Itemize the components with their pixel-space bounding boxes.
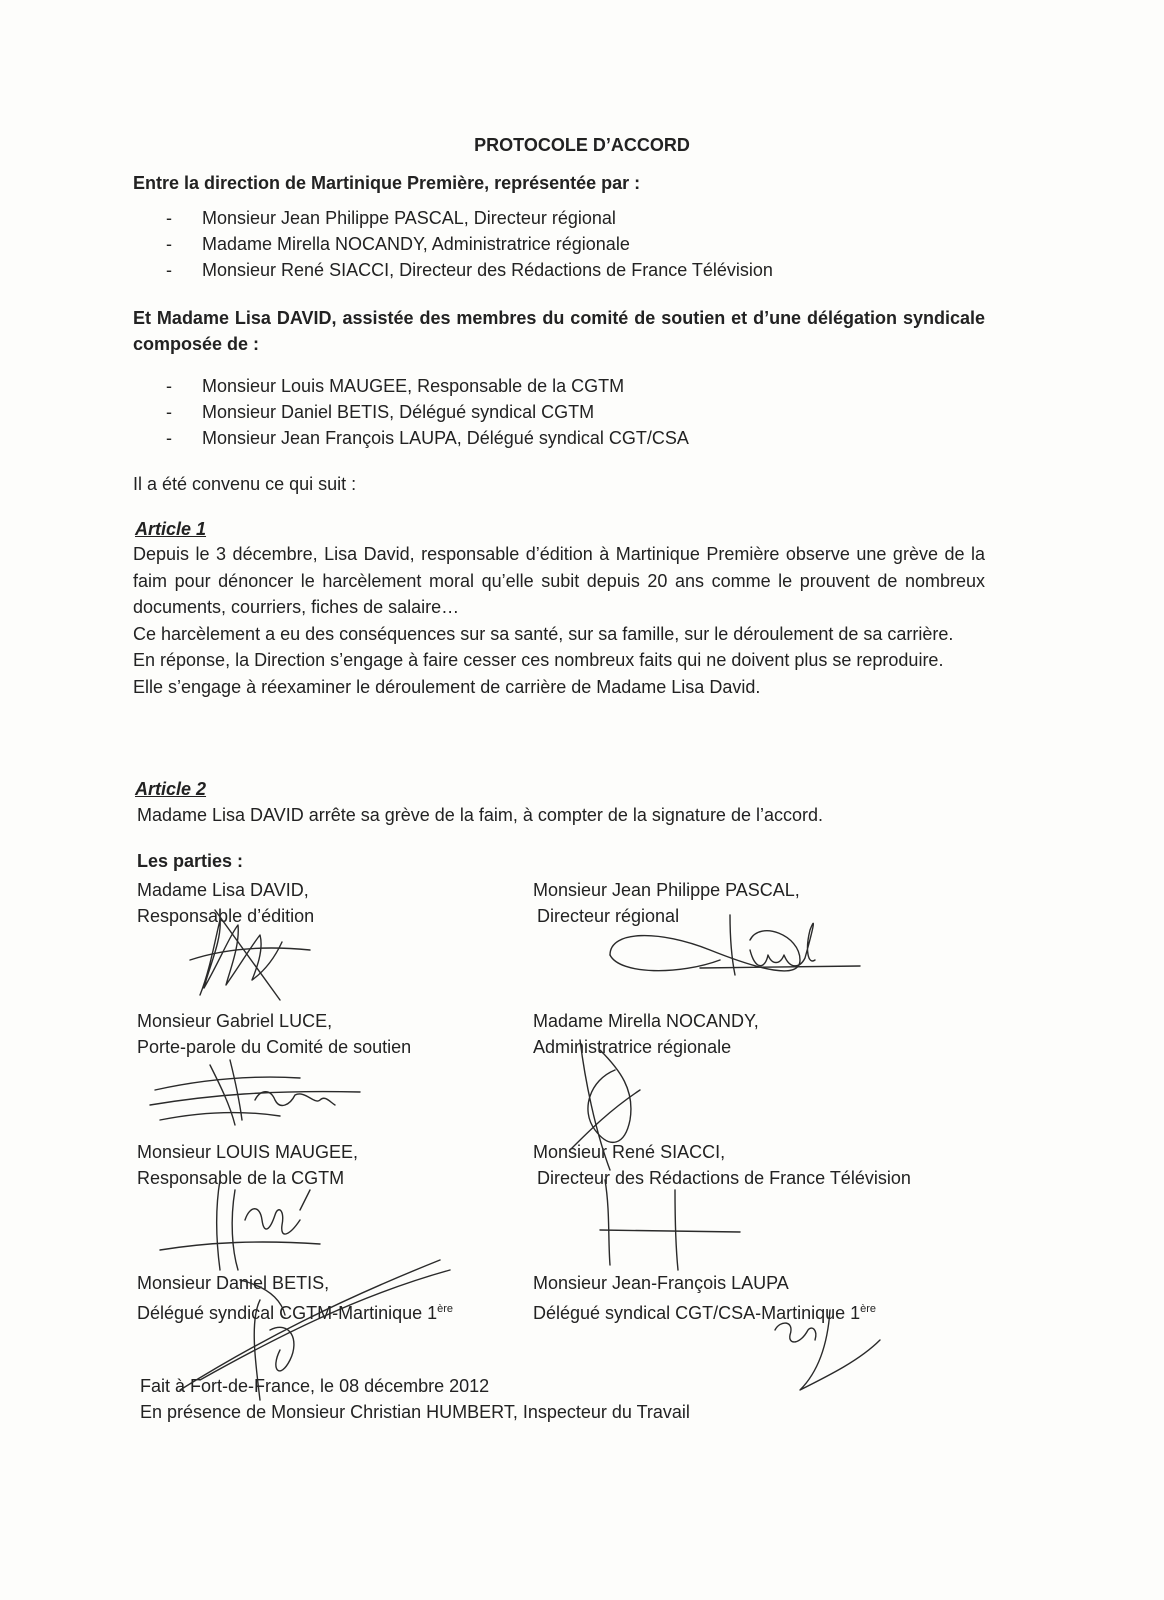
article-1-body	[133, 541, 985, 700]
list-item-text: Monsieur Daniel BETIS, Délégué syndical CGTM	[202, 402, 595, 422]
union-intro: Et Madame Lisa DAVID, assistée des membres du comité de soutien et d’une délégation syndicale composée de :	[133, 308, 985, 354]
list-item-text: Monsieur Jean Philippe PASCAL, Directeur régional	[202, 208, 616, 228]
list-item: - Monsieur René SIACCI, Directeur des Rédactions de France Télévision	[166, 260, 773, 280]
signatory-role: Porte-parole du Comité de soutien	[137, 1037, 412, 1057]
signatory-name: Monsieur LOUIS MAUGEE,	[137, 1142, 359, 1162]
parties-label: Les parties :	[137, 851, 244, 871]
signatory-role: Administratrice régionale	[533, 1037, 732, 1057]
article-2-text: Madame Lisa DAVID arrête sa grève de la faim, à compter de la signature de l’accord.	[137, 805, 823, 825]
signatory-name: Monsieur Jean Philippe PASCAL,	[533, 880, 800, 900]
signatory-role-text: Délégué syndical CGTM-Martinique 1	[137, 1303, 438, 1323]
place-date: Fait à Fort-de-France, le 08 décembre 2012	[140, 1376, 490, 1396]
article-1-paragraph: Elle s’engage à réexaminer le déroulement de carrière de Madame Lisa David.	[133, 676, 761, 697]
list-item-text: Monsieur Jean François LAUPA, Délégué syndical CGT/CSA	[202, 428, 689, 448]
signature-jean-francois-laupa	[760, 1290, 900, 1400]
article-2-heading: Article 2	[135, 779, 207, 799]
signatory-name: Monsieur René SIACCI,	[533, 1142, 726, 1162]
signatory-role: Directeur régional	[537, 906, 680, 926]
signature-jean-philippe-pascal	[600, 900, 870, 990]
signature-rene-siacci	[580, 1170, 760, 1280]
article-1-paragraph: Ce harcèlement a eu des conséquences sur sa santé, sur sa famille, sur le déroulement de sa carrière.	[133, 623, 954, 644]
signatory-role: Directeur des Rédactions de France Télévision	[537, 1168, 911, 1188]
agreed-statement: Il a été convenu ce qui suit :	[133, 474, 357, 494]
list-item: - Madame Mirella NOCANDY, Administratrice régionale	[166, 234, 630, 254]
list-item-text: Madame Mirella NOCANDY, Administratrice régionale	[202, 234, 630, 254]
signature-lisa-david	[160, 900, 340, 1010]
signatory-role: Responsable d’édition	[137, 906, 315, 926]
article-1-heading: Article 1	[135, 519, 207, 539]
list-item: - Monsieur Daniel BETIS, Délégué syndical CGTM	[166, 402, 595, 422]
signatory-name: Monsieur Jean-François LAUPA	[533, 1273, 789, 1293]
list-item: - Monsieur Jean Philippe PASCAL, Directeur régional	[166, 208, 616, 228]
list-item: - Monsieur Louis MAUGEE, Responsable de la CGTM	[166, 376, 625, 396]
signature-daniel-betis	[140, 1240, 460, 1410]
signatory-name: Madame Mirella NOCANDY,	[533, 1011, 759, 1031]
signature-gabriel-luce	[140, 1050, 400, 1130]
signatory-name: Madame Lisa DAVID,	[137, 880, 309, 900]
signatory-role: Responsable de la CGTM	[137, 1168, 345, 1188]
article-1-paragraph: Depuis le 3 décembre, Lisa David, responsable d’édition à Martinique Première observe une grève de la faim pour dénoncer le harcèlement moral qu’elle subit depuis 20 ans comme le prouvent de nombreux documents, courriers, fiches de salaire…	[133, 544, 985, 617]
witness-line: En présence de Monsieur Christian HUMBERT, Inspecteur du Travail	[140, 1402, 690, 1422]
signatory-role-text: Délégué syndical CGT/CSA-Martinique 1	[533, 1303, 861, 1323]
management-intro: Entre la direction de Martinique Première, représentée par :	[133, 173, 641, 193]
list-item: - Monsieur Jean François LAUPA, Délégué syndical CGT/CSA	[166, 428, 689, 448]
superscript: ère	[860, 1303, 877, 1315]
list-item-text: Monsieur René SIACCI, Directeur des Rédactions de France Télévision	[202, 260, 773, 280]
signatory-name: Monsieur Gabriel LUCE,	[137, 1011, 333, 1031]
document-title: PROTOCOLE D’ACCORD	[474, 135, 690, 155]
superscript: ère	[437, 1303, 454, 1315]
list-item-text: Monsieur Louis MAUGEE, Responsable de la CGTM	[202, 376, 625, 396]
signature-mirella-nocandy	[550, 1030, 670, 1180]
article-1-paragraph: En réponse, la Direction s’engage à faire cesser ces nombreux faits qui ne doivent plus se reproduire.	[133, 650, 944, 670]
signatory-name: Monsieur Daniel BETIS,	[137, 1273, 330, 1293]
